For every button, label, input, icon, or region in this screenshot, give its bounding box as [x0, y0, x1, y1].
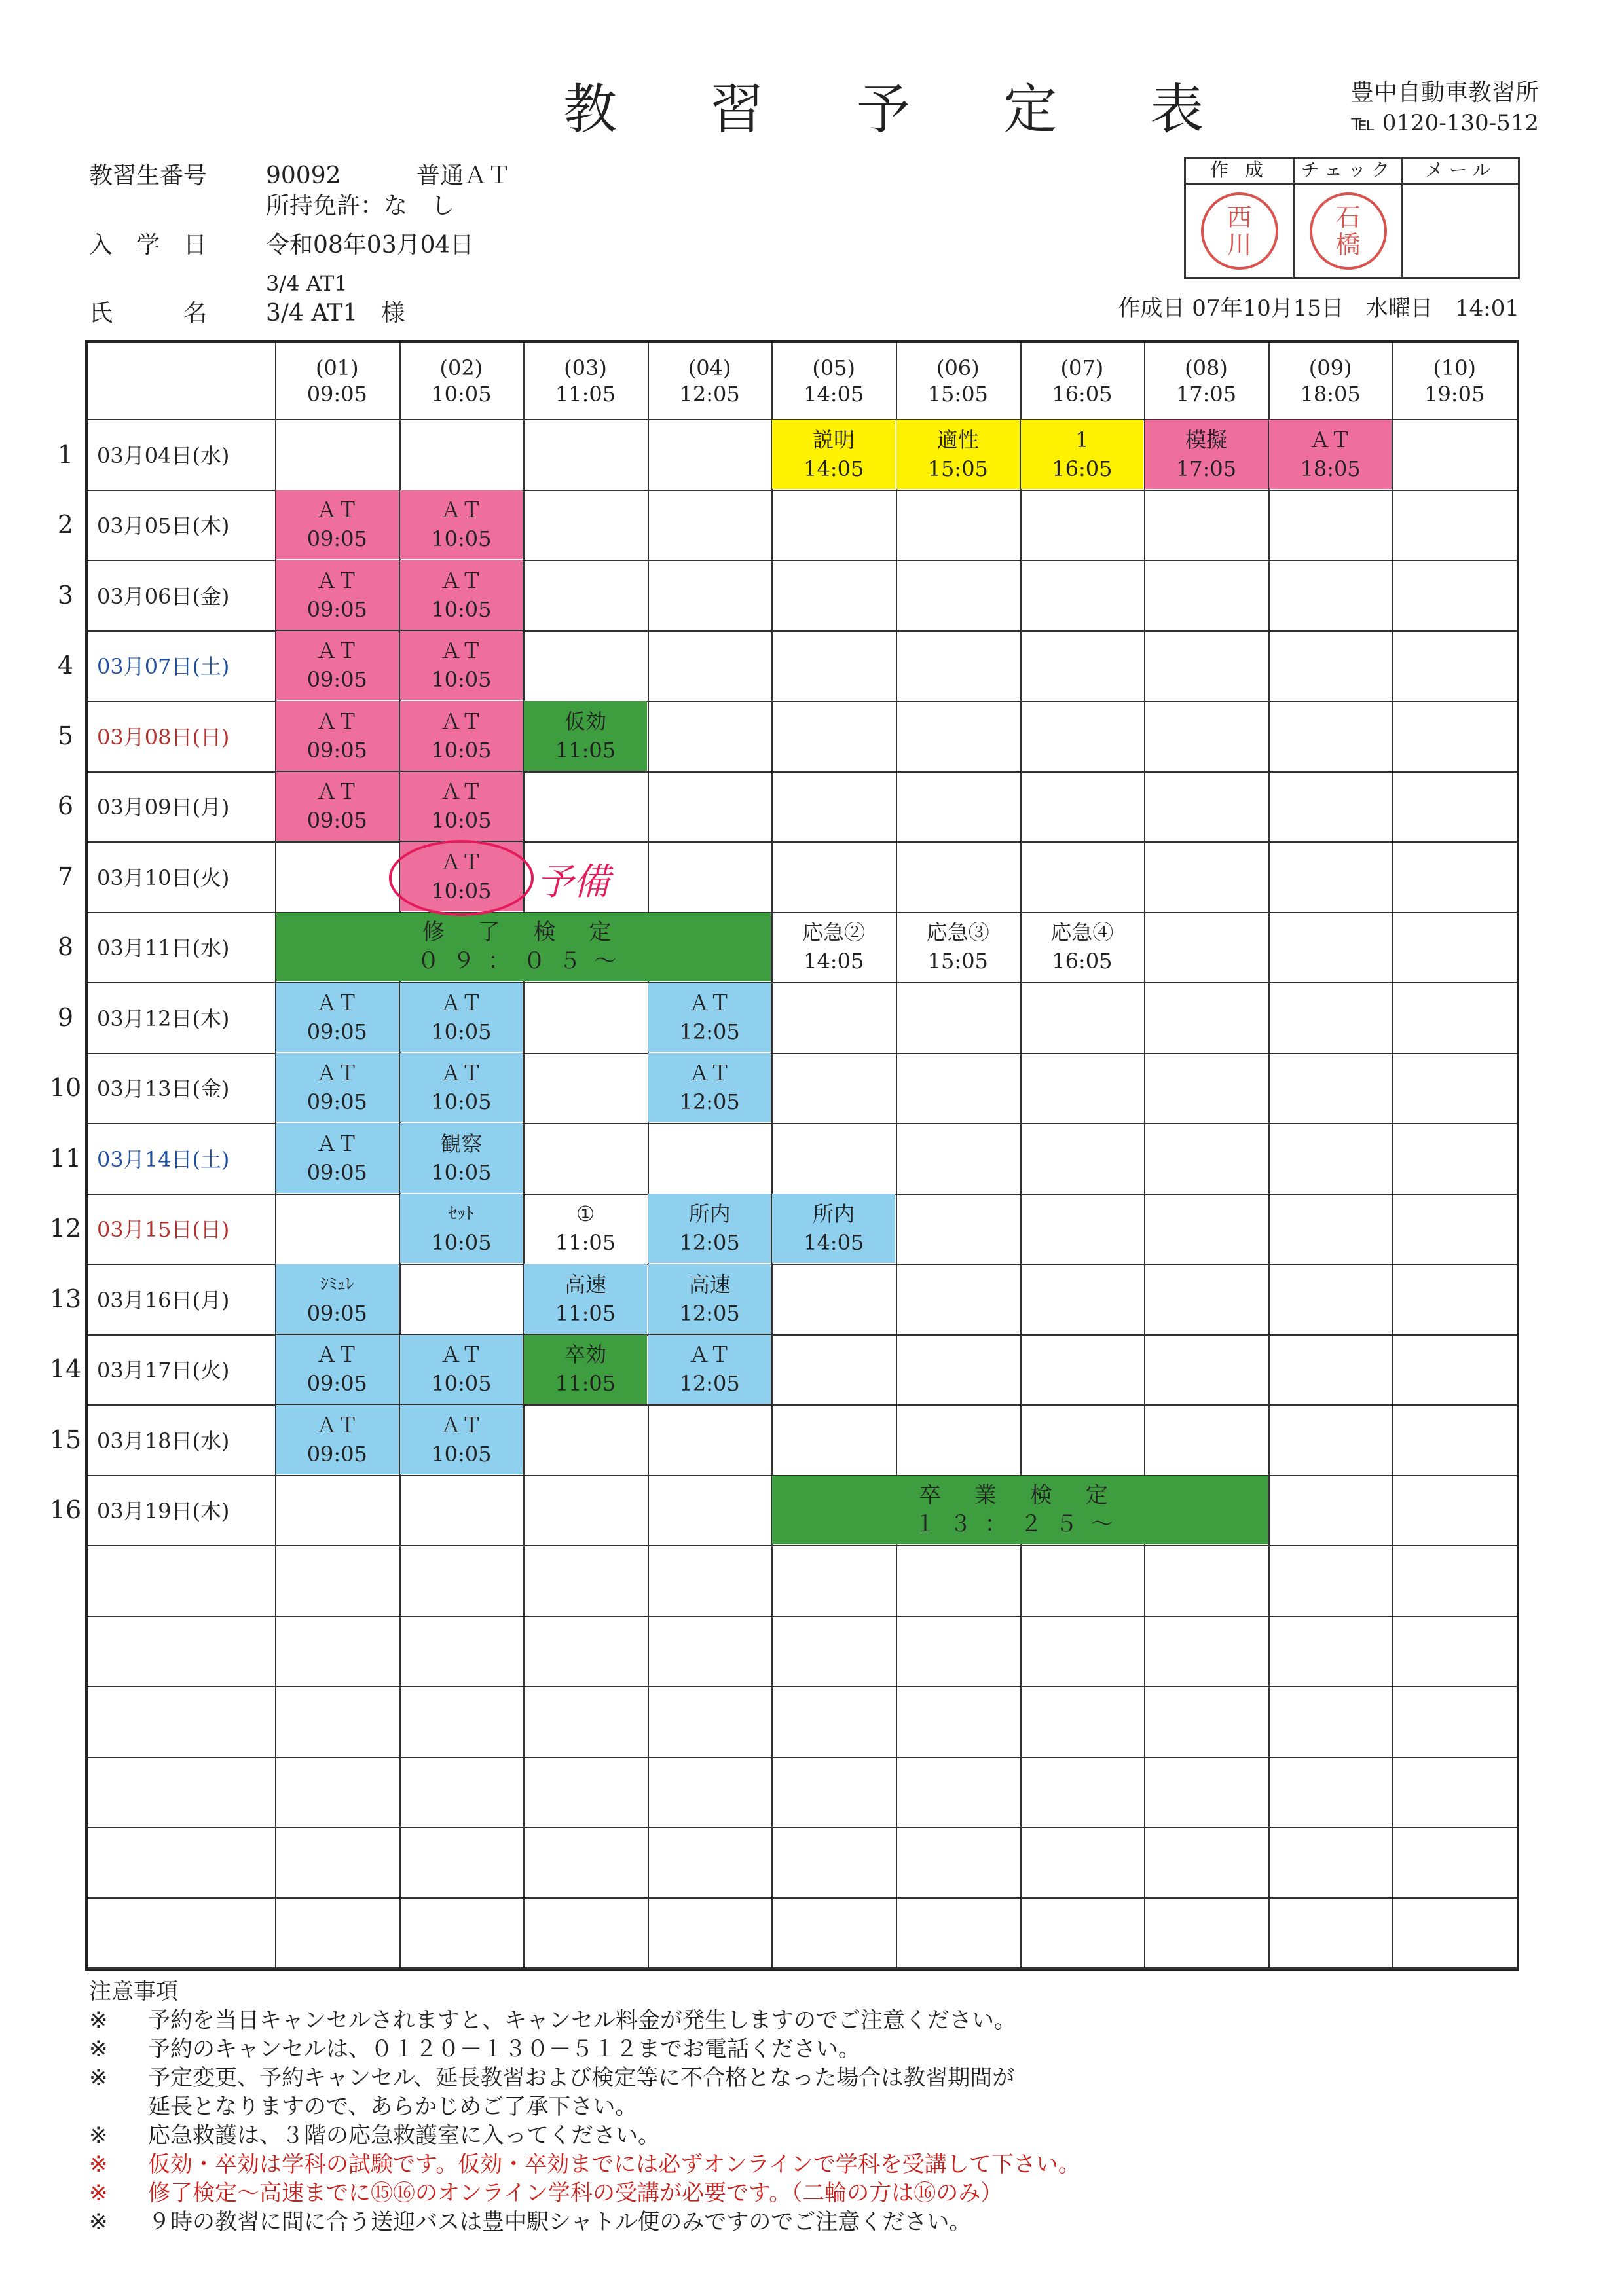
lesson-label: 高速 [564, 1271, 606, 1297]
grid-vline [523, 343, 525, 1968]
row-date: 03月04日(水) [97, 443, 230, 468]
lesson-cell [400, 772, 523, 841]
lesson-label: ＡＴ [316, 1342, 358, 1368]
class-line: 3/4 AT1 [266, 271, 348, 296]
row-date: 03月19日(木) [97, 1499, 230, 1524]
row-date: 03月13日(金) [97, 1076, 230, 1102]
exam-band [276, 913, 771, 982]
student-id-line [89, 161, 511, 191]
lesson-time: 10:05 [431, 808, 492, 833]
column-header [896, 343, 1020, 419]
note-item [89, 2121, 1530, 2150]
note-mark: ※ [89, 2180, 108, 2206]
lesson-label: 説明 [813, 427, 855, 452]
note-mark: ※ [89, 2123, 108, 2149]
lesson-label: ＡＴ [316, 1131, 358, 1156]
lesson-label: ＡＴ [688, 1061, 731, 1086]
lesson-label: ＡＴ [440, 1342, 483, 1368]
lesson-label: 応急③ [926, 920, 989, 945]
lesson-cell [524, 1264, 647, 1334]
lesson-cell [276, 1335, 399, 1404]
lesson-time: 10:05 [431, 1089, 492, 1115]
row-date: 03月17日(火) [97, 1358, 230, 1383]
lesson-time: 09:05 [306, 1159, 367, 1185]
column-header [1144, 343, 1268, 419]
lesson-label: ＡＴ [316, 498, 358, 523]
lesson-time: 17:05 [1175, 456, 1237, 481]
note-mark: ※ [89, 2036, 108, 2062]
grid-hline [88, 1827, 1517, 1828]
lesson-label: ＡＴ [440, 638, 483, 664]
row-number: 11 [49, 1143, 82, 1173]
lesson-label: 所内 [813, 1201, 855, 1227]
grid-vline [648, 343, 649, 1968]
note-text: 予定変更、予約キャンセル、延長教習および検定等に不合格となった場合は教習期間が [148, 2065, 1015, 2091]
name-line [89, 299, 405, 329]
lesson-cell [400, 1053, 523, 1123]
row-number: 7 [57, 862, 74, 891]
lesson-cell [400, 983, 523, 1052]
lesson-time: 09:05 [306, 1300, 367, 1326]
lesson-time: 14:05 [803, 1230, 864, 1256]
stamp-box [1184, 157, 1520, 279]
column-header [1268, 343, 1393, 419]
grid-hline [88, 1897, 1517, 1899]
grid-vline [1268, 343, 1270, 1968]
grid-hline [88, 1757, 1517, 1758]
lesson-label: ＡＴ [1309, 427, 1352, 452]
lesson-label: ＡＴ [316, 1412, 358, 1438]
lesson-time: 10:05 [431, 1159, 492, 1185]
column-slot: (07) [1060, 355, 1104, 380]
lesson-cell [772, 1194, 895, 1264]
row-date: 03月15日(日) [97, 1217, 230, 1243]
entry-line [89, 230, 473, 261]
schedule-grid [49, 340, 1519, 1971]
row-date: 03月07日(土) [97, 654, 230, 680]
lesson-label: 応急② [802, 920, 866, 945]
note-item [89, 2208, 1530, 2236]
grid-hline [88, 1686, 1517, 1687]
lesson-cell [400, 560, 523, 630]
row-date: 03月18日(水) [97, 1428, 230, 1453]
grid-hline [88, 1967, 1517, 1969]
lesson-time: 10:05 [431, 667, 492, 693]
lesson-cell [276, 490, 399, 560]
notes-title: 注意事項 [89, 1978, 178, 2005]
lesson-label: 仮効 [564, 708, 606, 734]
lesson-time: 10:05 [431, 1019, 492, 1044]
column-header [648, 343, 772, 419]
handwritten-circle [389, 840, 534, 916]
lesson-time: 16:05 [1052, 456, 1113, 481]
note-item [89, 2006, 1530, 2035]
row-number: 5 [57, 721, 74, 750]
page-title: 教 習 予 定 表 [563, 79, 1242, 141]
lesson-time: 09:05 [306, 667, 367, 693]
lesson-cell [772, 420, 895, 489]
note-mark: ※ [89, 2007, 108, 2033]
note-mark: ※ [89, 2209, 108, 2235]
lesson-cell [400, 701, 523, 771]
exam-time: ０９：０５～ [417, 948, 630, 975]
note-item [89, 2092, 1530, 2121]
lesson-label: 1 [1075, 427, 1089, 452]
column-slot: (04) [688, 355, 731, 380]
note-text: 延長となりますので、あらかじめご了承下さい。 [148, 2094, 638, 2120]
lesson-cell [524, 701, 647, 771]
lesson-label: ｼﾐｭﾚ [320, 1274, 354, 1294]
lesson-cell [896, 420, 1020, 489]
lesson-label: ＡＴ [316, 779, 358, 805]
note-item [89, 2179, 1530, 2208]
lesson-time: 10:05 [431, 737, 492, 763]
note-text: 修了検定～高速までに⑮⑯のオンライン学科の受講が必要です。（二輪の方は⑯のみ） [148, 2180, 1003, 2206]
lesson-time: 12:05 [679, 1371, 740, 1396]
row-number: 16 [49, 1495, 82, 1525]
grid-vline [1392, 343, 1393, 1968]
lesson-label: ＡＴ [440, 708, 483, 734]
row-number: 15 [49, 1425, 82, 1454]
seal-stamp-2 [1310, 192, 1387, 270]
exam-band [772, 1476, 1267, 1545]
grid-vline [1020, 343, 1022, 1968]
lesson-label: ＡＴ [440, 779, 483, 805]
lesson-cell [772, 913, 895, 982]
column-slot: (02) [439, 355, 483, 380]
column-time: 10:05 [431, 382, 492, 407]
lesson-cell [1145, 420, 1268, 489]
lesson-cell [400, 1123, 523, 1193]
note-item [89, 2150, 1530, 2179]
column-slot: (05) [812, 355, 856, 380]
stamp-header-author: 作 成 [1186, 159, 1293, 185]
column-slot: (09) [1308, 355, 1352, 380]
row-date: 03月11日(水) [97, 936, 230, 961]
lesson-time: 18:05 [1300, 456, 1361, 481]
entry-label: 入 学 日 [89, 232, 208, 259]
lesson-time: 09:05 [306, 737, 367, 763]
column-time: 14:05 [803, 382, 864, 407]
lesson-time: 15:05 [927, 949, 988, 974]
column-slot: (10) [1433, 355, 1477, 380]
note-text: 仮効・卒効は学科の試験です。仮効・卒効までには必ずオンラインで学科を受講して下さい。 [148, 2151, 1080, 2178]
column-time: 09:05 [306, 382, 367, 407]
lesson-label: ＡＴ [688, 990, 731, 1015]
lesson-time: 12:05 [679, 1300, 740, 1326]
lesson-time: 12:05 [679, 1089, 740, 1115]
exam-time: １３：２５～ [913, 1511, 1126, 1538]
note-text: ９時の教習に間に合う送迎バスは豊中駅シャトル便のみですのでご注意ください。 [148, 2209, 972, 2235]
row-number: 4 [57, 651, 74, 680]
lesson-time: 15:05 [927, 456, 988, 481]
lesson-cell [648, 1335, 771, 1404]
lesson-cell [648, 1053, 771, 1123]
grid-vline [896, 343, 897, 1968]
lesson-time: 10:05 [431, 526, 492, 552]
lesson-time: 11:05 [555, 1371, 616, 1396]
lesson-label: ＡＴ [440, 568, 483, 593]
lesson-label: ＡＴ [316, 990, 358, 1015]
lesson-label: ＡＴ [316, 708, 358, 734]
row-number: 9 [57, 1002, 74, 1032]
lesson-cell [276, 1123, 399, 1193]
note-text: 予約のキャンセルは、０１２０－１３０－５１２までお電話ください。 [148, 2036, 860, 2062]
lesson-time: 09:05 [306, 1371, 367, 1396]
column-header [399, 343, 524, 419]
lesson-time: 10:05 [431, 596, 492, 622]
lesson-time: 09:05 [306, 808, 367, 833]
lesson-time: 09:05 [306, 1019, 367, 1044]
row-number: 14 [49, 1355, 82, 1384]
row-number: 13 [49, 1284, 82, 1313]
license-value: な し [384, 192, 455, 219]
exam-title: 修 了 検 定 [422, 919, 625, 946]
column-time: 11:05 [555, 382, 616, 407]
stamp-header-check: チェック [1295, 159, 1401, 185]
stamp-header-mail: メール [1403, 159, 1518, 185]
row-number: 10 [49, 1073, 82, 1102]
lesson-label: ＡＴ [440, 498, 483, 523]
lesson-time: 09:05 [306, 1089, 367, 1115]
row-date: 03月12日(木) [97, 1006, 230, 1031]
row-date: 03月08日(日) [97, 724, 230, 750]
seal-char: 川 [1227, 230, 1252, 259]
lesson-cell [276, 772, 399, 841]
row-date: 03月06日(金) [97, 583, 230, 609]
name-value: 3/4 AT1 様 [266, 300, 405, 327]
lesson-label: ① [576, 1201, 595, 1227]
row-date: 03月10日(火) [97, 865, 230, 890]
lesson-time: 09:05 [306, 596, 367, 622]
name-label: 氏 名 [89, 300, 208, 327]
column-header [1020, 343, 1145, 419]
lesson-label: ＡＴ [316, 638, 358, 664]
lesson-cell [400, 490, 523, 560]
course-value: 普通ＡＴ [416, 162, 511, 189]
lesson-cell [276, 1264, 399, 1334]
lesson-label: 適性 [936, 427, 979, 452]
lesson-label: ＡＴ [688, 1342, 731, 1368]
column-time: 16:05 [1052, 382, 1113, 407]
lesson-cell [400, 631, 523, 701]
column-header [275, 343, 399, 419]
note-item [89, 2035, 1530, 2064]
row-date: 03月16日(月) [97, 1287, 230, 1313]
note-item [89, 2064, 1530, 2092]
student-id-value: 90092 [266, 162, 341, 189]
row-number: 3 [57, 580, 74, 610]
grid-vline [771, 343, 773, 1968]
lesson-cell [400, 1194, 523, 1264]
lesson-cell [276, 631, 399, 701]
row-number: 6 [57, 792, 74, 821]
lesson-cell [276, 1405, 399, 1474]
lesson-cell [648, 1194, 771, 1264]
lesson-time: 10:05 [431, 878, 492, 903]
lesson-label: ｾｯﾄ [448, 1204, 474, 1224]
lesson-label: ＡＴ [440, 990, 483, 1015]
lesson-cell [276, 560, 399, 630]
row-date: 03月05日(木) [97, 513, 230, 539]
grid-vline [1144, 343, 1145, 1968]
lesson-cell [1269, 420, 1392, 489]
lesson-label: 応急④ [1050, 920, 1114, 945]
note-mark: ※ [89, 2065, 108, 2091]
column-slot: (01) [315, 355, 359, 380]
row-date: 03月14日(土) [97, 1146, 230, 1172]
lesson-time: 09:05 [306, 1441, 367, 1467]
lesson-time: 16:05 [1052, 949, 1113, 974]
lesson-label: 模擬 [1185, 427, 1227, 452]
license-line [266, 191, 454, 221]
grid-hline [88, 841, 1517, 843]
lesson-time: 11:05 [555, 1230, 616, 1256]
entry-value: 令和08年03月04日 [266, 232, 474, 259]
note-text: 予約を当日キャンセルされますと、キャンセル料金が発生しますのでご注意ください。 [148, 2007, 1016, 2033]
note-mark: ※ [89, 2151, 108, 2178]
school-name: 豊中自動車教習所 [1350, 79, 1539, 106]
lesson-label: ＡＴ [440, 849, 483, 875]
lesson-time: 11:05 [555, 1300, 616, 1326]
column-slot: (06) [936, 355, 980, 380]
lesson-time: 12:05 [679, 1019, 740, 1044]
lesson-time: 10:05 [431, 1230, 492, 1256]
notes-list [89, 2006, 1530, 2236]
exam-title: 卒 業 検 定 [919, 1482, 1121, 1509]
lesson-label: ＡＴ [316, 1061, 358, 1086]
note-text: 応急救護は、３階の応急救護室に入ってください。 [148, 2123, 660, 2149]
lesson-time: 14:05 [803, 456, 864, 481]
lesson-cell [1021, 420, 1144, 489]
student-id-label: 教習生番号 [89, 162, 208, 189]
column-slot: (08) [1185, 355, 1228, 380]
column-time: 15:05 [927, 382, 988, 407]
row-number: 8 [57, 932, 74, 962]
lesson-label: ＡＴ [440, 1061, 483, 1086]
created-date: 作成日 07年10月15日 水曜日 14:01 [1118, 295, 1519, 321]
column-slot: (03) [564, 355, 607, 380]
lesson-time: 09:05 [306, 526, 367, 552]
stamp-col-check [1295, 159, 1403, 277]
lesson-label: 卒効 [564, 1342, 606, 1368]
lesson-cell [400, 1405, 523, 1474]
lesson-cell [524, 1335, 647, 1404]
stamp-col-mail [1403, 159, 1518, 277]
seal-stamp-1 [1201, 192, 1278, 270]
grid-hline [88, 1545, 1517, 1546]
lesson-time: 10:05 [431, 1441, 492, 1467]
lesson-cell [276, 1053, 399, 1123]
column-header [523, 343, 648, 419]
row-number: 2 [57, 510, 74, 539]
column-header [771, 343, 896, 419]
seal-char: 石 [1335, 202, 1361, 232]
license-label: 所持免許： [266, 192, 384, 219]
column-header [1392, 343, 1517, 419]
row-number: 1 [57, 439, 74, 469]
lesson-label: 高速 [688, 1271, 731, 1297]
lesson-label: 所内 [688, 1201, 731, 1227]
seal-char: 橋 [1335, 230, 1361, 259]
stamp-col-author [1186, 159, 1295, 277]
lesson-cell [524, 1194, 647, 1264]
lesson-cell [1021, 913, 1144, 982]
row-date: 03月09日(月) [97, 795, 230, 820]
lesson-label: ＡＴ [440, 1412, 483, 1438]
lesson-cell [276, 983, 399, 1052]
lesson-cell [276, 701, 399, 771]
lesson-cell [648, 983, 771, 1052]
seal-char: 西 [1227, 202, 1252, 232]
lesson-cell [648, 1264, 771, 1334]
school-tel: ℡ 0120-130-512 [1351, 110, 1539, 136]
lesson-cell [896, 913, 1020, 982]
lesson-time: 10:05 [431, 1371, 492, 1396]
handwritten-note: 予備 [536, 861, 610, 903]
lesson-time: 12:05 [679, 1230, 740, 1256]
lesson-cell [400, 1335, 523, 1404]
lesson-time: 14:05 [803, 949, 864, 974]
column-time: 12:05 [679, 382, 740, 407]
row-number: 12 [49, 1214, 82, 1243]
notes-section [89, 1977, 1530, 2236]
grid-hline [88, 1616, 1517, 1617]
column-time: 18:05 [1300, 382, 1361, 407]
lesson-label: ＡＴ [316, 568, 358, 593]
column-time: 19:05 [1424, 382, 1485, 407]
column-time: 17:05 [1175, 382, 1237, 407]
lesson-time: 11:05 [555, 737, 616, 763]
lesson-label: 観察 [440, 1131, 483, 1156]
